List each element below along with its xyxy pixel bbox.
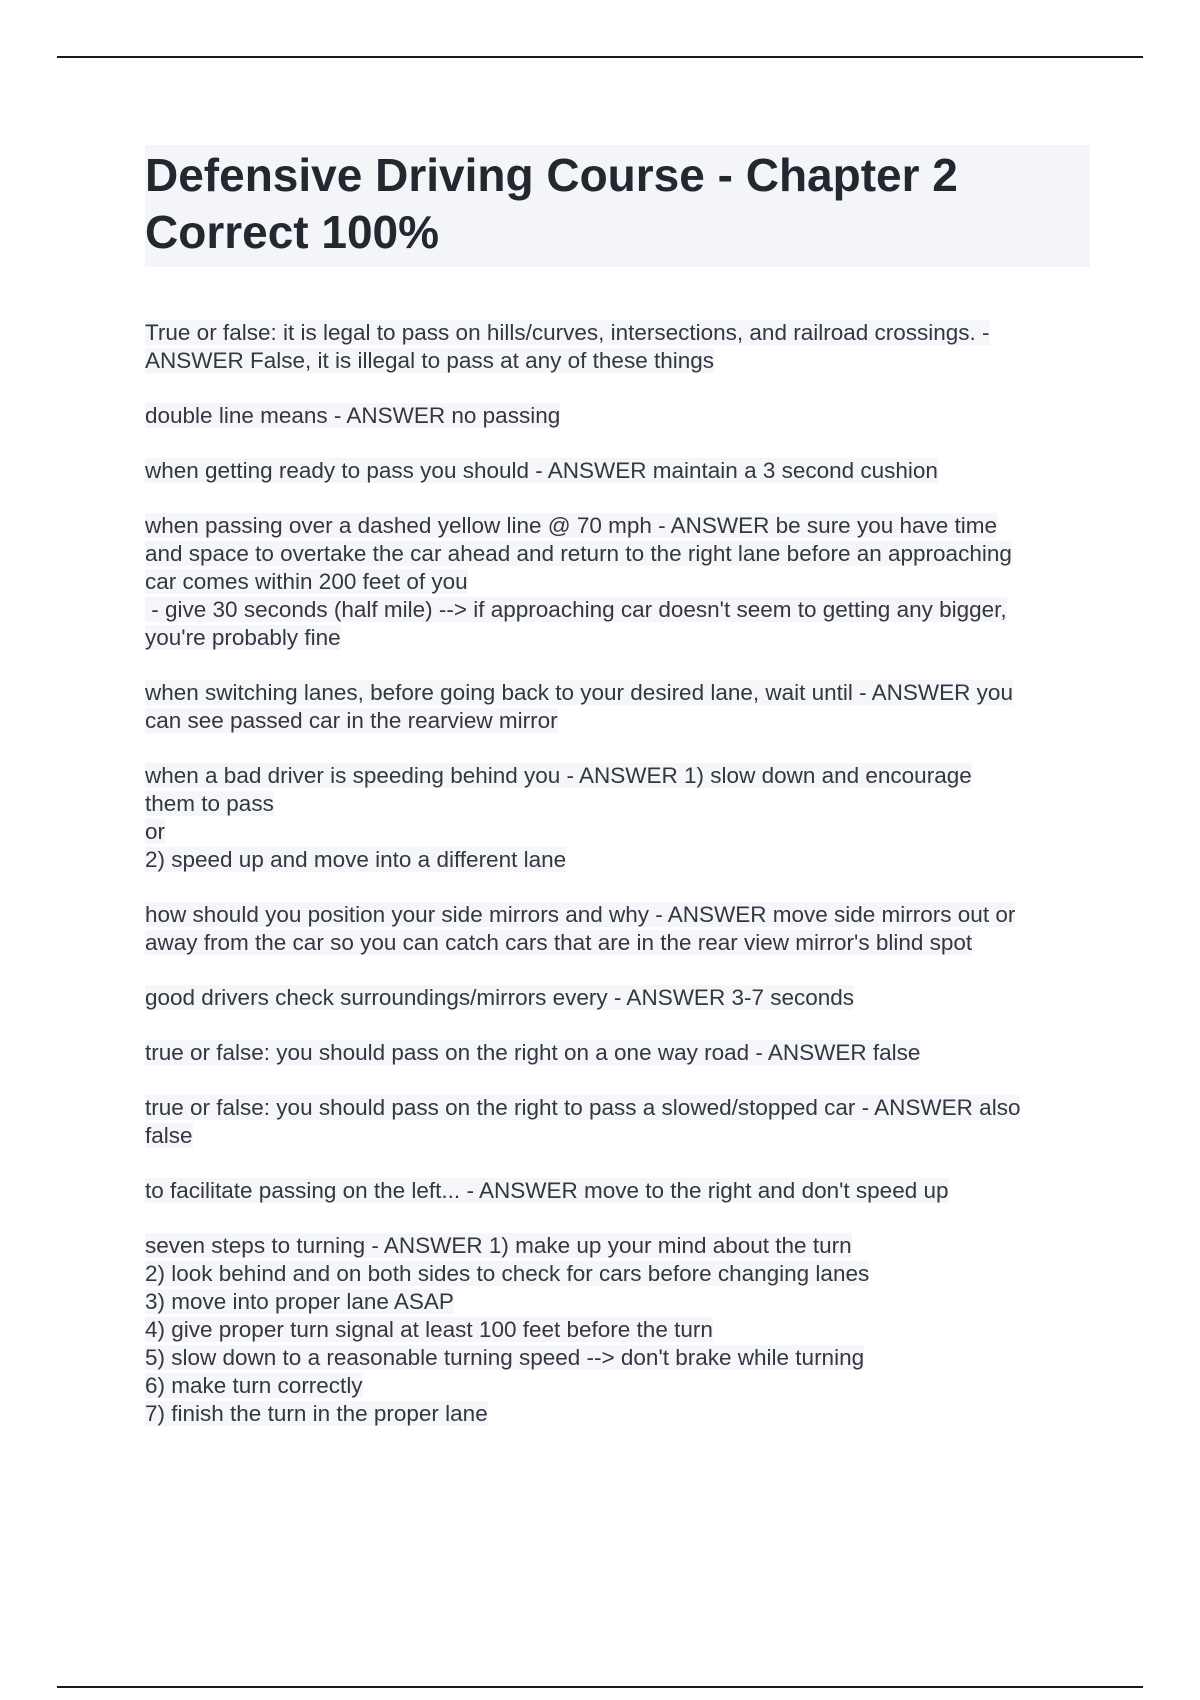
qa-line: good drivers check surroundings/mirrors every - ANSWER 3-7 seconds [145,985,855,1010]
qa-line: when passing over a dashed yellow line @ 70 mph - ANSWER be sure you have time [145,513,998,538]
top-rule [57,56,1143,58]
qa-line: 7) finish the turn in the proper lane [145,1401,488,1426]
qa-line: false [145,1123,193,1148]
qa-line: 5) slow down to a reasonable turning speed --> don't brake while turning [145,1345,865,1370]
qa-line: how should you position your side mirrors and why - ANSWER move side mirrors out or [145,902,1016,927]
qa-list [145,319,1090,1428]
qa-item [145,402,1090,430]
qa-line: true or false: you should pass on the right on a one way road - ANSWER false [145,1040,921,1065]
bottom-rule [57,1686,1143,1688]
document-title [145,147,1090,261]
qa-line: double line means - ANSWER no passing [145,403,561,428]
qa-item [145,512,1090,652]
qa-item [145,1094,1090,1150]
document-body [145,145,1090,1455]
qa-item [145,984,1090,1012]
qa-item [145,901,1090,957]
qa-line: and space to overtake the car ahead and return to the right lane before an approaching [145,541,1012,566]
qa-line: seven steps to turning - ANSWER 1) make up your mind about the turn [145,1233,852,1258]
qa-line: 2) look behind and on both sides to check for cars before changing lanes [145,1261,870,1286]
qa-line: to facilitate passing on the left... - ANSWER move to the right and don't speed up [145,1178,949,1203]
title-line: Defensive Driving Course - Chapter 2 [145,149,958,201]
qa-line: when getting ready to pass you should - ANSWER maintain a 3 second cushion [145,458,938,483]
qa-item [145,1039,1090,1067]
qa-item [145,1177,1090,1205]
qa-line: can see passed car in the rearview mirror [145,708,558,733]
qa-line: 6) make turn correctly [145,1373,363,1398]
qa-line: true or false: you should pass on the right to pass a slowed/stopped car - ANSWER also [145,1095,1021,1120]
qa-line: when a bad driver is speeding behind you - ANSWER 1) slow down and encourage [145,763,972,788]
qa-line: 3) move into proper lane ASAP [145,1289,454,1314]
qa-line: away from the car so you can catch cars that are in the rear view mirror's blind spot [145,930,973,955]
qa-item [145,457,1090,485]
title-block [145,145,1090,267]
qa-line: you're probably fine [145,625,341,650]
qa-item [145,679,1090,735]
qa-line: ANSWER False, it is illegal to pass at any of these things [145,348,715,373]
qa-line: when switching lanes, before going back to your desired lane, wait until - ANSWER you [145,680,1013,705]
qa-item [145,319,1090,375]
qa-line: car comes within 200 feet of you [145,569,468,594]
qa-line: 2) speed up and move into a different lane [145,847,567,872]
qa-line: - give 30 seconds (half mile) --> if approaching car doesn't seem to getting any bigger, [145,597,1007,622]
qa-line: True or false: it is legal to pass on hills/curves, intersections, and railroad crossings. - [145,320,990,345]
qa-line: 4) give proper turn signal at least 100 feet before the turn [145,1317,713,1342]
qa-item [145,1232,1090,1428]
qa-line: them to pass [145,791,274,816]
qa-line: or [145,819,166,844]
qa-item [145,762,1090,874]
title-line: Correct 100% [145,206,440,258]
